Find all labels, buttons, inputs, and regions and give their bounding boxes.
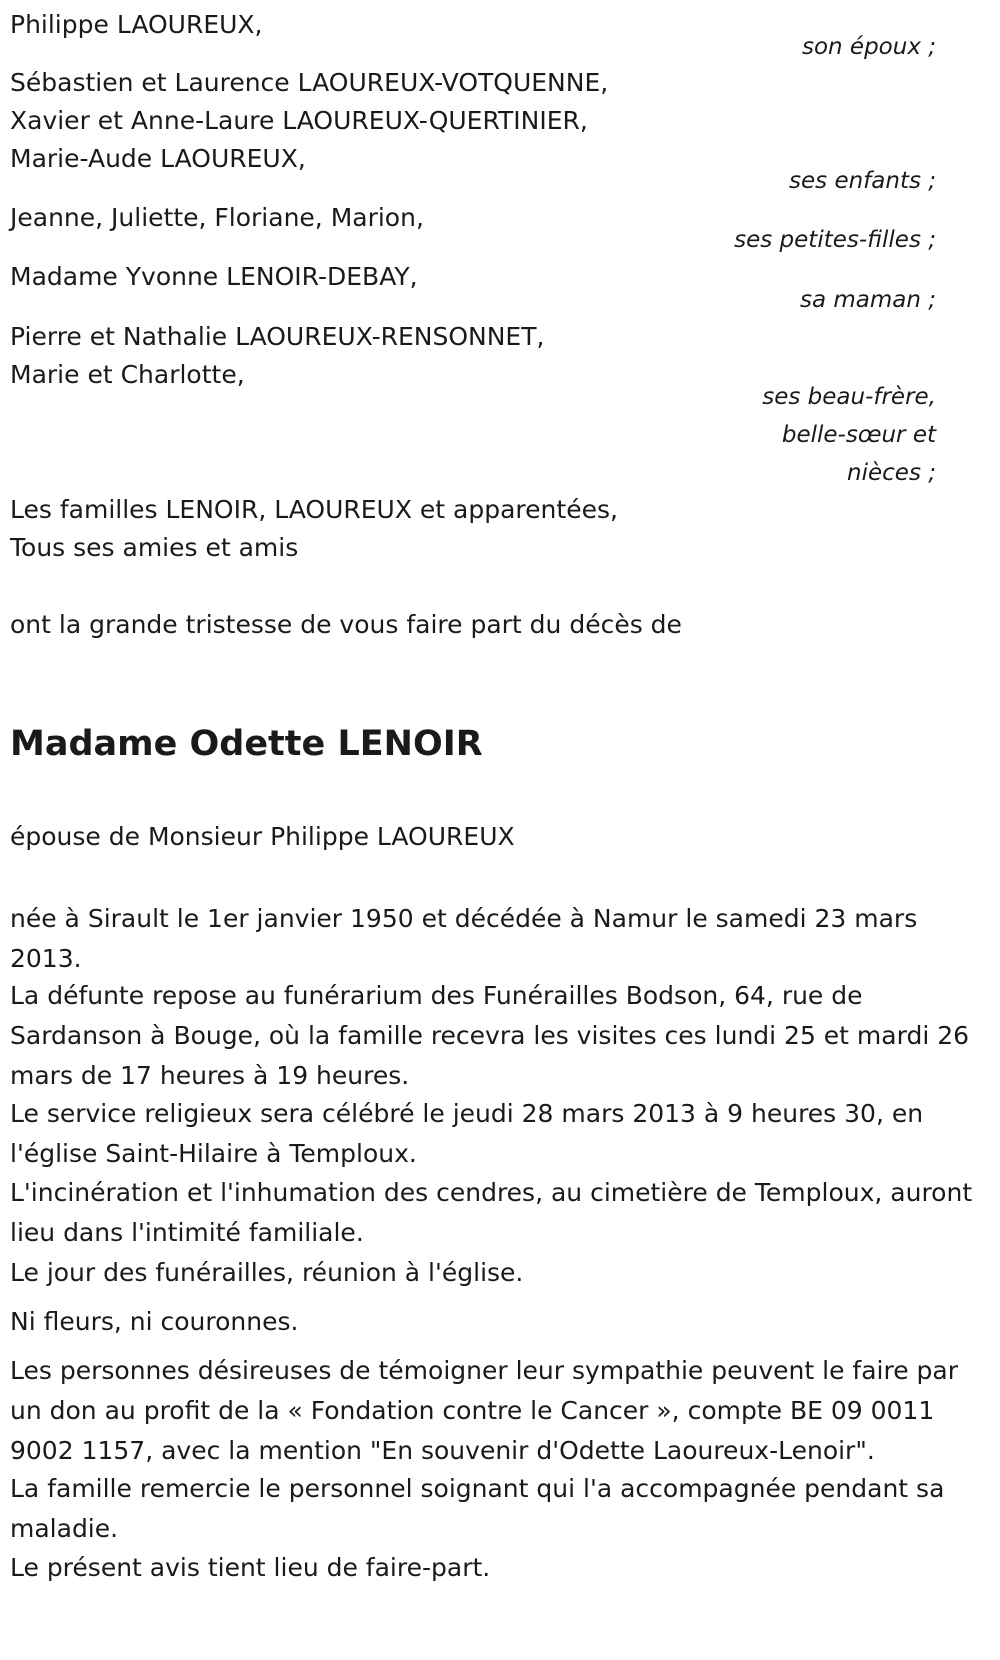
husband-relation: son époux ; bbox=[801, 34, 936, 60]
other-family-line: Les familles LENOIR, LAOUREUX et apparentées, bbox=[10, 495, 618, 524]
spouse-line: épouse de Monsieur Philippe LAOUREUX bbox=[10, 822, 515, 851]
cremation-paragraph: L'incinération et l'inhumation des cendres, au cimetière de Temploux, auront lieu dans l'intimité familiale. bbox=[10, 1178, 973, 1247]
donation-paragraph: Les personnes désireuses de témoigner leur sympathie peuvent le faire par un don au profit de la « Fondation contre le Cancer », compte BE 09 0011 9002 1157, avec la mention "En souvenir d'Odette Laoureux-Lenoir". bbox=[10, 1356, 958, 1465]
deceased-name: Madame Odette LENOIR bbox=[10, 724, 483, 764]
husband-name: Philippe LAOUREUX, bbox=[10, 10, 263, 39]
granddaughters-names: Jeanne, Juliette, Floriane, Marion, bbox=[10, 203, 424, 232]
child-line: Sébastien et Laurence LAOUREUX-VOTQUENNE, bbox=[10, 68, 609, 97]
no-flowers-paragraph: Ni fleurs, ni couronnes. bbox=[10, 1307, 299, 1336]
in-laws-relation-line: nièces ; bbox=[847, 460, 936, 486]
child-line: Xavier et Anne-Laure LAOUREUX-QUERTINIER, bbox=[10, 106, 588, 135]
in-laws-relation-line: belle-sœur et bbox=[781, 422, 936, 448]
service-paragraph: Le service religieux sera célébré le jeudi 28 mars 2013 à 9 heures 30, en l'église Saint-Hilaire à Temploux. bbox=[10, 1099, 924, 1168]
thanks-paragraph: La famille remercie le personnel soignant qui l'a accompagnée pendant sa maladie. bbox=[10, 1474, 945, 1543]
child-line: Marie-Aude LAOUREUX, bbox=[10, 144, 306, 173]
mother-relation: sa maman ; bbox=[799, 287, 936, 313]
announcement-text: ont la grande tristesse de vous faire part du décès de bbox=[10, 610, 682, 639]
notice-paragraph: Le présent avis tient lieu de faire-part. bbox=[10, 1553, 491, 1582]
gathering-paragraph: Le jour des funérailles, réunion à l'église. bbox=[10, 1258, 524, 1287]
mother-name: Madame Yvonne LENOIR-DEBAY, bbox=[10, 262, 418, 291]
in-law-line: Marie et Charlotte, bbox=[10, 360, 245, 389]
visitation-paragraph: La défunte repose au funérarium des Funérailles Bodson, 64, rue de Sardanson à Bouge, où la famille recevra les visites ces lundi 25 et mardi 26 mars de 17 heures à 19 heures. bbox=[10, 981, 970, 1090]
other-family-line: Tous ses amies et amis bbox=[10, 533, 299, 562]
granddaughters-relation: ses petites-filles ; bbox=[734, 227, 936, 253]
birth-death-paragraph: née à Sirault le 1er janvier 1950 et décédée à Namur le samedi 23 mars 2013. bbox=[10, 904, 918, 973]
in-laws-relation-line: ses beau-frère, bbox=[762, 384, 936, 410]
in-law-line: Pierre et Nathalie LAOUREUX-RENSONNET, bbox=[10, 322, 545, 351]
children-relation: ses enfants ; bbox=[789, 168, 936, 194]
